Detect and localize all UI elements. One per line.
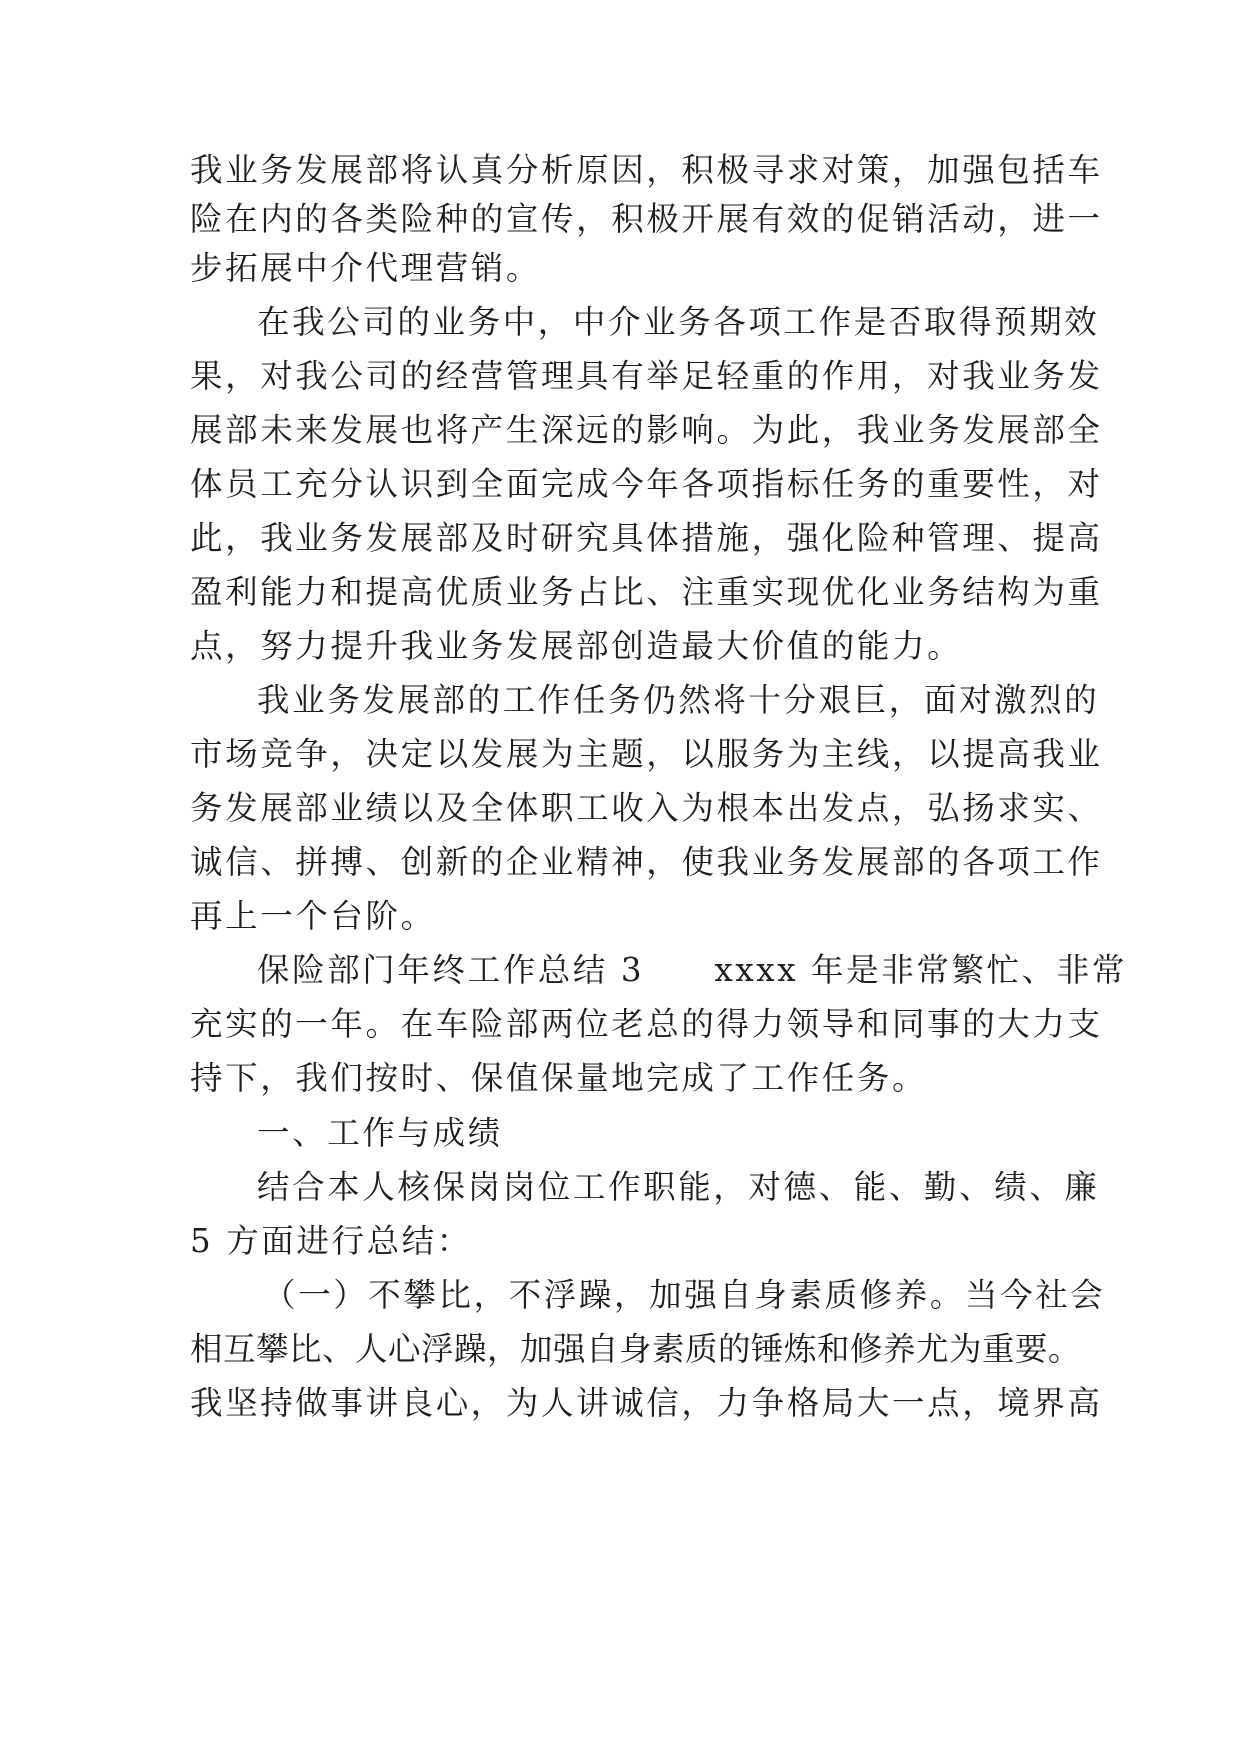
paragraph-line: 结合本人核保岗岗位工作职能，对德、能、勤、绩、廉 [257, 1168, 1100, 1206]
paragraph-line: 展部未来发展也将产生深远的影响。为此，我业务发展部全 [190, 411, 1103, 449]
paragraph-line: 充实的一年。在车险部两位老总的得力领导和同事的大力支 [190, 1005, 1103, 1043]
paragraph-line: 再上一个台阶。 [190, 897, 436, 935]
paragraph-line: 点，努力提升我业务发展部创造最大价值的能力。 [190, 627, 963, 665]
section-heading: 一、工作与成绩 [257, 1114, 503, 1152]
paragraph-line: 体员工充分认识到全面完成今年各项指标任务的重要性，对 [190, 465, 1103, 503]
paragraph-line: 市场竞争，决定以发展为主题，以服务为主线，以提高我业 [190, 735, 1103, 773]
paragraph-line: 盈利能力和提高优质业务占比、注重实现优化业务结构为重 [190, 573, 1103, 611]
paragraph-line: 此，我业务发展部及时研究具体措施，强化险种管理、提高 [190, 519, 1103, 557]
paragraph-line: 我业务发展部的工作任务仍然将十分艰巨，面对激烈的 [257, 681, 1100, 719]
paragraph-line: （一）不攀比，不浮躁，加强自身素质修养。当今社会 [263, 1276, 1106, 1314]
paragraph-line: 5 方面进行总结： [190, 1222, 472, 1260]
paragraph-line: 险在内的各类险种的宣传，积极开展有效的促销活动，进一 [190, 200, 1103, 238]
paragraph-line: 保险部门年终工作总结 3 xxxx 年是非常繁忙、非常 [257, 951, 1127, 989]
paragraph-line: 果，对我公司的经营管理具有举足轻重的作用，对我业务发 [190, 357, 1103, 395]
paragraph-line: 我业务发展部将认真分析原因，积极寻求对策，加强包括车 [190, 151, 1103, 189]
paragraph-line: 步拓展中介代理营销。 [190, 249, 542, 287]
paragraph-line: 在我公司的业务中，中介业务各项工作是否取得预期效 [257, 303, 1100, 341]
paragraph-line: 相互攀比、人心浮躁，加强自身素质的锤炼和修养尤为重要。 [190, 1330, 1082, 1368]
paragraph-line: 务发展部业绩以及全体职工收入为根本出发点，弘扬求实、 [190, 789, 1103, 827]
paragraph-line: 我坚持做事讲良心，为人讲诚信，力争格局大一点，境界高 [190, 1384, 1103, 1422]
paragraph-line: 持下，我们按时、保值保量地完成了工作任务。 [190, 1059, 928, 1097]
paragraph-line: 诚信、拼搏、创新的企业精神，使我业务发展部的各项工作 [190, 843, 1103, 881]
